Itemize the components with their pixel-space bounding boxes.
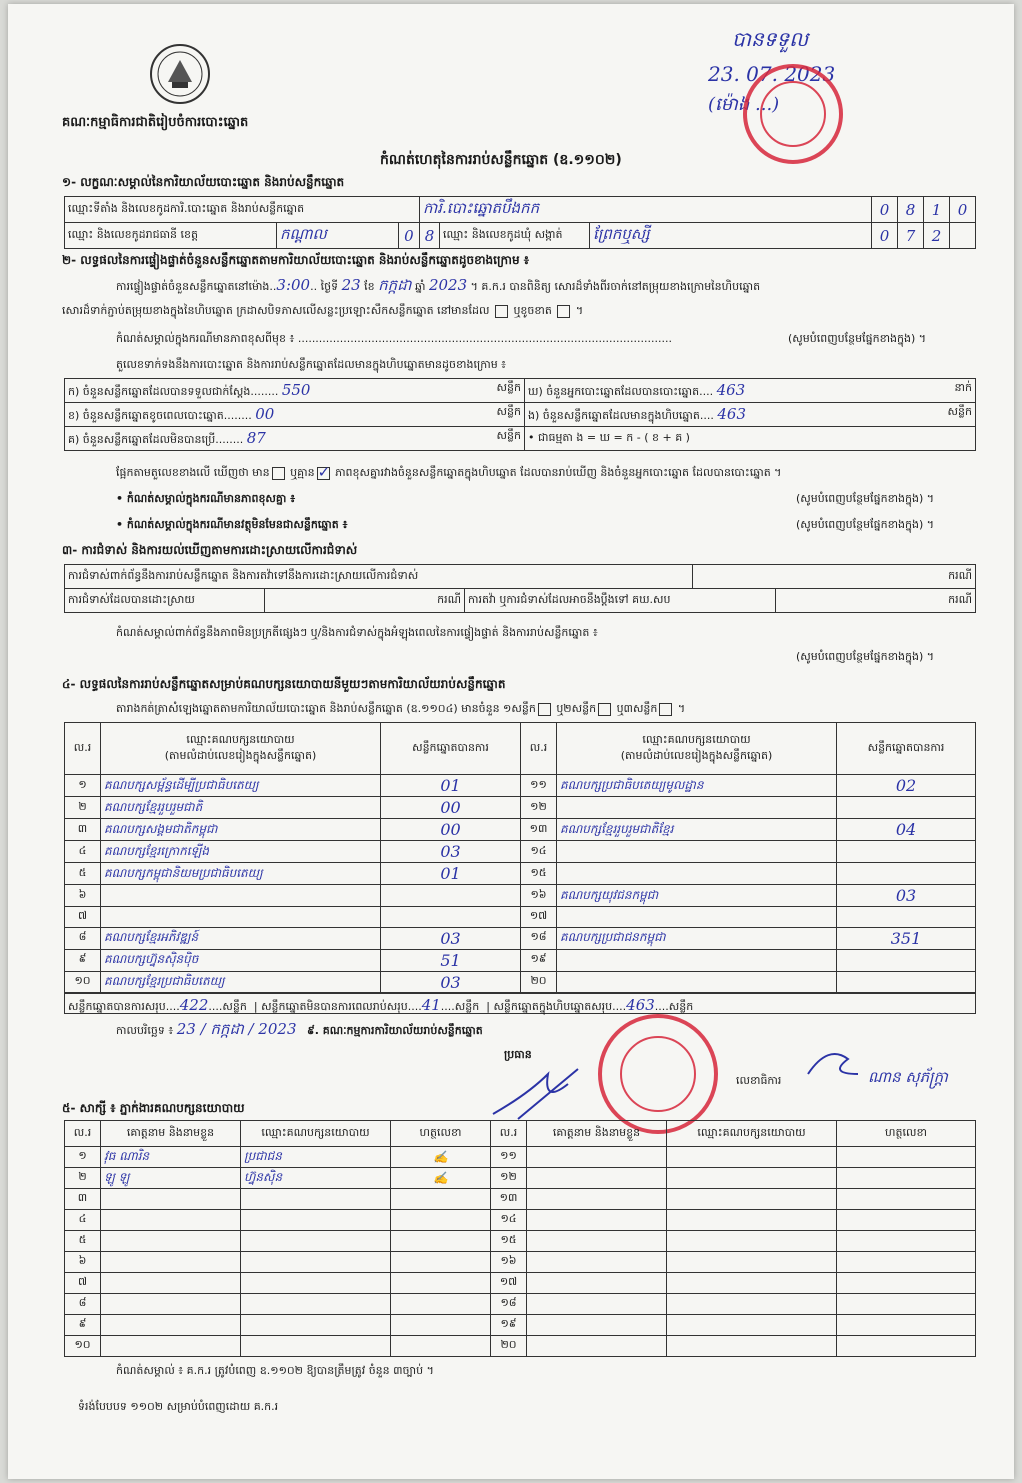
witness-party (241, 1252, 391, 1273)
note-foreign-objects-hint: (សូមបំពេញបន្ថែមផ្នែកខាងក្នុង) ។ (796, 518, 935, 531)
row-no: ១២ (491, 1168, 527, 1189)
witness-signature (837, 1336, 976, 1357)
party-name (557, 841, 837, 863)
witness-signature (837, 1168, 976, 1189)
province-label: ឈ្មោះ និងលេខកូដរាជធានី ខេត្ត (65, 223, 277, 249)
witness-signature (837, 1315, 976, 1336)
row-no: ១២ (521, 797, 557, 819)
witness-name: វុធ ណារិន (101, 1147, 241, 1168)
party-name (557, 797, 837, 819)
witness-signature (837, 1252, 976, 1273)
row-no: ១៦ (521, 885, 557, 907)
summary-row-a: ក) ចំនួនសន្លឹកឆ្នោតដែលបានទទួលជាក់ស្ដែង........ 550 សន្លឹក (65, 379, 525, 403)
witness-signature (837, 1147, 976, 1168)
nec-emblem-icon (148, 42, 212, 106)
witness-name (101, 1189, 241, 1210)
party-name (557, 949, 837, 971)
witness-name (527, 1273, 667, 1294)
party-name: គណបក្សខ្មែររួបរួមជាតិ (101, 797, 381, 819)
table-row (65, 885, 976, 907)
row-no: ១៧ (521, 907, 557, 928)
polling-station-value: ការិ.បោះឆ្នោតបឹងកក (420, 197, 872, 223)
province-code-digit: 8 (420, 223, 440, 249)
table-row (65, 1273, 976, 1294)
row-no: ១៤ (521, 841, 557, 863)
section5-title: ៥- សាក្សី ៖ ភ្នាក់ងារគណបក្សនយោបាយ (62, 1101, 245, 1115)
witness-signature (391, 1210, 491, 1231)
checkbox-one-sheet[interactable] (538, 703, 551, 716)
witness-name (527, 1336, 667, 1357)
checkbox-has-difference[interactable] (272, 467, 285, 480)
row-no: ១៨ (491, 1294, 527, 1315)
section2-title: ២- លទ្ធផលនៃការផ្ទៀងផ្ទាត់ចំនួនសន្លឹកឆ្នោតតាមការិយាល័យបោះឆ្នោត និងរាប់សន្លឹកឆ្នោតដូចខាងក្រោម ៖ (62, 253, 530, 267)
row-no: ៧ (65, 907, 101, 928)
note-difference: • កំណត់សម្គាល់ក្នុងករណីមានភាពខុសគ្នា ៖ (116, 492, 296, 505)
witness-party (667, 1189, 837, 1210)
witness-party (667, 1210, 837, 1231)
col-sign: ហត្ថលេខា (391, 1121, 491, 1147)
received-label: បានទទួល (732, 27, 809, 51)
objections-row1: ការជំទាស់ពាក់ព័ន្ធនឹងការរាប់សន្លឹកឆ្នោត និងការតវ៉ាទៅនឹងការដោះស្រាយលើការជំទាស់ (65, 565, 693, 589)
summary-row-c: គ) ចំនួនសន្លឹកឆ្នោតដែលមិនបានប្រើ........ 87 សន្លឹក (65, 427, 525, 451)
ballot-summary-table (64, 378, 976, 451)
row-no: ១៩ (491, 1315, 527, 1336)
footer: ទំរង់បែបបទ ១១០២ សម្រាប់បំពេញដោយ គ.ក.រ (78, 1400, 279, 1413)
witness-party (667, 1273, 837, 1294)
witness-name (527, 1252, 667, 1273)
row-no: ១ (65, 1147, 101, 1168)
witness-party (667, 1252, 837, 1273)
table-row (65, 907, 976, 928)
party-name: គណបក្សខ្មែរអភិវឌ្ឍន៍ (101, 927, 381, 949)
witness-name (527, 1147, 667, 1168)
party-name (101, 907, 381, 928)
polling-station-label: ឈ្មោះទីតាំង និងលេខកូដការិ.បោះឆ្នោត និងរាប់សន្លឹកឆ្នោត (65, 197, 420, 223)
secretary-name: ណាន សុភ័ក្ត្រា (868, 1068, 948, 1086)
row-no: ៧ (65, 1273, 101, 1294)
party-name: គណបក្សហ្វ៊ុនស៊ិនប៉ិច (101, 949, 381, 971)
row-no: ១០ (65, 971, 101, 993)
witness-signature (837, 1294, 976, 1315)
table-row (65, 949, 976, 971)
votes-value (837, 863, 976, 885)
table-row (65, 1336, 976, 1357)
witness-signature (837, 1210, 976, 1231)
commune-code-digit: 7 (898, 223, 924, 249)
objections-resolved-unit: ករណី (265, 589, 465, 613)
document-page (8, 4, 1014, 1479)
document-title: កំណត់ហេតុនៃការរាប់សន្លឹកឆ្នោត (ឧ.១១០២) (380, 152, 622, 168)
checkbox-no-difference[interactable] (317, 467, 330, 480)
col-party: ឈ្មោះគណបក្សនយោបាយ (667, 1121, 837, 1147)
witness-party (241, 1210, 391, 1231)
votes-value (837, 949, 976, 971)
witness-signature: ✍ (391, 1147, 491, 1168)
section2-line2: សោរដ៏ទាក់ភ្ជាប់តម្រុយខាងក្នុងនៃហិបឆ្នោត ក្រដាសបិទភាសលើសន្លះប្រឡោះសឹកសន្លឹកឆ្នោត នៅមានដែល ឬខូចខាត ។ (62, 304, 584, 317)
table-row (65, 841, 976, 863)
table-row (65, 863, 976, 885)
row-no: ១៦ (491, 1252, 527, 1273)
section1-table (64, 196, 976, 249)
table-row (65, 971, 976, 993)
row-no: ៣ (65, 819, 101, 841)
table-row (65, 1294, 976, 1315)
col-name: គោត្តនាម និងនាមខ្លួន (527, 1121, 667, 1147)
footnote: កំណត់សម្គាល់ ៖ គ.ក.រ ត្រូវបំពេញ ឧ.១១០២ ឱ្យបានត្រឹមត្រូវ ចំនួន ៣ច្បាប់ ។ (116, 1364, 434, 1377)
party-name: គណបក្សខ្មែររួបរួមជាតិខ្មែរ (557, 819, 837, 841)
votes-value: 51 (381, 949, 521, 971)
witness-party: ប្រជាជន (241, 1147, 391, 1168)
witness-party (241, 1294, 391, 1315)
witness-party (667, 1168, 837, 1189)
row-no: ១៥ (521, 863, 557, 885)
witness-signature (837, 1189, 976, 1210)
votes-value (381, 885, 521, 907)
witness-party (667, 1315, 837, 1336)
row-no: ៩ (65, 1315, 101, 1336)
witness-name (527, 1189, 667, 1210)
row-no: ១ (65, 775, 101, 797)
table-row (65, 1252, 976, 1273)
station-code-digit: 0 (872, 197, 898, 223)
row-no: ៥ (65, 1231, 101, 1252)
table-row (65, 797, 976, 819)
totals-line: សន្លឹកឆ្នោតបានការសរុប....422....សន្លឹក | សន្លឹកឆ្នោតមិនបានការពេលរាប់សរុប....41....សន្លឹក | សន្លឹកឆ្នោតក្នុងហិបឆ្នោតសរុប....463....សន្លឹក (64, 992, 976, 1014)
table-row (65, 819, 976, 841)
witness-name (101, 1273, 241, 1294)
row-no: ១៣ (521, 819, 557, 841)
secretary-label: លេខាធិការ (736, 1074, 782, 1087)
summary-intro: តួលេខទាក់ទងនឹងការបោះឆ្នោត និងការរាប់សន្លឹកឆ្នោតដែលមានក្នុងហិបឆ្នោតមានដូចខាងក្រោម ៖ (116, 358, 507, 371)
witness-name (527, 1315, 667, 1336)
province-code-digit: 0 (398, 223, 419, 249)
row-no: ២០ (521, 971, 557, 993)
party-results-table (64, 722, 976, 994)
col-party: ឈ្មោះគណបក្សនយោបាយ (តាមលំដាប់លេខរៀងក្នុងសន្លឹកឆ្នោត) (101, 723, 381, 775)
objections-row1-unit: ករណី (692, 565, 975, 589)
station-code-digit: 8 (898, 197, 924, 223)
votes-value (837, 907, 976, 928)
col-no: ល.រ (521, 723, 557, 775)
col-sign: ហត្ថលេខា (837, 1121, 976, 1147)
official-stamp-top-inner (760, 81, 826, 147)
witness-table (64, 1120, 976, 1357)
chair-signature (488, 1064, 588, 1124)
votes-value: 00 (381, 797, 521, 819)
witness-name (101, 1336, 241, 1357)
row-no: ១៣ (491, 1189, 527, 1210)
org-name: គណៈកម្មាធិការជាតិរៀបចំការបោះឆ្នោត (62, 115, 249, 130)
section4-title: ៤- លទ្ធផលនៃការរាប់សន្លឹកឆ្នោតសម្រាប់គណបក្សនយោបាយនីមួយៗតាមការិយាល័យរាប់សន្លឹកឆ្នោត (62, 677, 506, 691)
col-party: ឈ្មោះគណបក្សនយោបាយ (241, 1121, 391, 1147)
witness-party (667, 1336, 837, 1357)
votes-value: 03 (381, 927, 521, 949)
chair-label: ប្រធាន (504, 1048, 532, 1061)
witness-name (101, 1252, 241, 1273)
votes-value: 01 (381, 863, 521, 885)
checkbox-three-sheets[interactable] (659, 703, 672, 716)
table-row (65, 1231, 976, 1252)
row-no: ៤ (65, 1210, 101, 1231)
col-no: ល.រ (65, 1121, 101, 1147)
party-name: គណបក្សខ្មែរក្រោកឡើង (101, 841, 381, 863)
party-name: គណបក្សសម្ព័ន្ធដើម្បីប្រជាធិបតេយ្យ (101, 775, 381, 797)
summary-row-b: ខ) ចំនួនសន្លឹកឆ្នោតខូចពេលបោះឆ្នោត........ 00 សន្លឹក (65, 403, 525, 427)
witness-name (101, 1294, 241, 1315)
row-no: ២ (65, 797, 101, 819)
row-no: ១១ (521, 775, 557, 797)
section2-note: កំណត់សម្គាល់ក្នុងករណីមានភាពខុសពីមុខ ៖ ........................................................................................................... (116, 332, 672, 345)
col-no: ល.រ (491, 1121, 527, 1147)
row-no: ១០ (65, 1336, 101, 1357)
witness-signature (391, 1231, 491, 1252)
summary-row-e: ង) ចំនួនសន្លឹកឆ្នោតដែលមានក្នុងហិបឆ្នោត.... 463 សន្លឹក (525, 403, 976, 427)
party-name (557, 863, 837, 885)
row-no: ២ (65, 1168, 101, 1189)
votes-value: 03 (837, 885, 976, 907)
witness-name (527, 1294, 667, 1315)
row-no: ៨ (65, 927, 101, 949)
received-date: 23. 07. 2023 (708, 62, 836, 86)
votes-value: 01 (381, 775, 521, 797)
witness-name (527, 1210, 667, 1231)
votes-value (837, 797, 976, 819)
row-no: ១៩ (521, 949, 557, 971)
summary-row-d: ឃ) ចំនួនអ្នកបោះឆ្នោតដែលបានបោះឆ្នោត.... 463 នាក់ (525, 379, 976, 403)
row-no: ១៧ (491, 1273, 527, 1294)
row-no: ១៤ (491, 1210, 527, 1231)
checkbox-damaged[interactable] (557, 305, 570, 318)
row-no: ៦ (65, 1252, 101, 1273)
witness-signature (391, 1315, 491, 1336)
party-name: គណបក្សយុវជនកម្ពុជា (557, 885, 837, 907)
witness-party: ហ្វ៊ុនស៊ិន (241, 1168, 391, 1189)
party-name (101, 885, 381, 907)
party-name (557, 971, 837, 993)
row-no: ១១ (491, 1147, 527, 1168)
station-code-digit: 1 (924, 197, 950, 223)
section4-intro: តារាងកត់ត្រាសំឡេងឆ្នោតតាមការិយាល័យបោះឆ្នោត និងរាប់សន្លឹកឆ្នោត (ឧ.១១០៤) មានចំនួន ១សន្លឹក ឬ២សន្លឹក ឬ៣សន្លឹក ។ (116, 702, 686, 715)
witness-party (241, 1189, 391, 1210)
col-votes: សន្លឹកឆ្នោតបានការ (381, 723, 521, 775)
witness-signature (391, 1189, 491, 1210)
witness-name (527, 1231, 667, 1252)
note-foreign-objects: • កំណត់សម្គាល់ក្នុងករណីមានវត្ថុមិនមែនជាសន្លឹកឆ្នោត ៖ (116, 518, 348, 531)
table-row (65, 1315, 976, 1336)
section1-title: ១- លក្ខណៈសម្គាល់នៃការិយាល័យបោះឆ្នោត និងរាប់សន្លឹកឆ្នោត (62, 175, 345, 189)
col-no: ល.រ (65, 723, 101, 775)
votes-value: 351 (837, 927, 976, 949)
row-no: ៤ (65, 841, 101, 863)
witness-signature (837, 1273, 976, 1294)
official-stamp-committee-inner (620, 1036, 696, 1112)
received-time: (ម៉ោង ...) (708, 94, 780, 115)
table-row (65, 1189, 976, 1210)
votes-value: 02 (837, 775, 976, 797)
row-no: ៨ (65, 1294, 101, 1315)
witness-signature: ✍ (391, 1168, 491, 1189)
witness-party (241, 1315, 391, 1336)
commune-value: ព្រែកឬស្សី (590, 223, 872, 249)
province-value: កណ្ដាល (276, 223, 398, 249)
commune-label: ឈ្មោះ និងលេខកូដឃុំ សង្កាត់ (440, 223, 590, 249)
party-name: គណបក្សប្រជាធិបតេយ្យមូលដ្ឋាន (557, 775, 837, 797)
row-no: ៩ (65, 949, 101, 971)
objections-appeal-unit: ករណី (776, 589, 976, 613)
table-row (65, 775, 976, 797)
table-row (65, 1210, 976, 1231)
summary-formula: • ជាធម្មតា ង = ឃ = ក - ( ខ + គ ) (525, 427, 976, 451)
votes-value: 03 (381, 971, 521, 993)
witness-party (241, 1231, 391, 1252)
col-party: ឈ្មោះគណបក្សនយោបាយ (តាមលំដាប់លេខរៀងក្នុងសន្លឹកឆ្នោត) (557, 723, 837, 775)
section3-note-hint: (សូមបំពេញបន្ថែមផ្នែកខាងក្នុង) ។ (796, 650, 935, 663)
witness-party (241, 1336, 391, 1357)
witness-signature (391, 1252, 491, 1273)
commune-code-digit: 0 (872, 223, 898, 249)
secretary-signature (798, 1044, 868, 1084)
section3-title: ៣- ការជំទាស់ និងការយល់ឃើញតាមការដោះស្រាយលើការជំទាស់ (62, 543, 358, 557)
party-name: គណបក្សសង្គមជាតិកម្ពុជា (101, 819, 381, 841)
witness-signature (391, 1294, 491, 1315)
witness-signature (391, 1273, 491, 1294)
party-name: គណបក្សប្រជាជនកម្ពុជា (557, 927, 837, 949)
note-difference-hint: (សូមបំពេញបន្ថែមផ្នែកខាងក្នុង) ។ (796, 492, 935, 505)
party-name (557, 907, 837, 928)
checkbox-two-sheets[interactable] (598, 703, 611, 716)
checkbox-intact[interactable] (495, 305, 508, 318)
table-row (65, 1168, 976, 1189)
witness-signature (837, 1231, 976, 1252)
section2-line1: ការផ្ទៀងផ្ទាត់ចំនួនសន្លឹកឆ្នោតនៅម៉ោង..3:00.. ថ្ងៃទី 23 ខែ កក្កដា ឆ្នាំ 2023 ។ គ.ក.រ បានពិនិត្យ សោរដ៏ទាំងពីរចាក់នៅតម្រុយខាងក្រោមនៃហិបឆ្នោត (116, 276, 761, 294)
votes-value (837, 971, 976, 993)
row-no: ៣ (65, 1189, 101, 1210)
party-name: គណបក្សកម្ពុជានិយមប្រជាធិបតេយ្យ (101, 863, 381, 885)
row-no: ១៥ (491, 1231, 527, 1252)
section3-note: កំណត់សម្គាល់ពាក់ព័ន្ធនឹងភាពមិនប្រក្រតីផ្សេងៗ ឬ/និងការជំទាស់ក្នុងអំឡុងពេលនៃការផ្ទៀងផ្ទាត់ និងការរាប់សន្លឹកឆ្នោត ៖ (116, 626, 598, 639)
votes-value (381, 907, 521, 928)
objections-appeal: ការតវ៉ា ឬការជំទាស់ដែលអាចនឹងប្ដឹងទៅ គឃ.សប (465, 589, 776, 613)
objections-table (64, 564, 976, 613)
votes-value: 03 (381, 841, 521, 863)
row-no: ២០ (491, 1336, 527, 1357)
witness-name (101, 1315, 241, 1336)
witness-party (667, 1147, 837, 1168)
compare-line: ផ្អែកតាមតួលេខខាងលើ ឃើញថា មាន ឬគ្មាន✓ ភាពខុសគ្នារវាងចំនួនសន្លឹកឆ្នោតក្នុងហិបឆ្នោត ដែលបានរាប់ឃើញ និងចំនួនអ្នកបោះឆ្នោត ដែលបានបោះឆ្នោត ។ (116, 466, 781, 482)
party-name: គណបក្សខ្មែរប្រជាធិបតេយ្យ (101, 971, 381, 993)
witness-name (527, 1168, 667, 1189)
votes-value (837, 841, 976, 863)
witness-party (667, 1294, 837, 1315)
row-no: ១៨ (521, 927, 557, 949)
witness-party (667, 1231, 837, 1252)
col-votes: សន្លឹកឆ្នោតបានការ (837, 723, 976, 775)
witness-name: ឡូ ឡូ (101, 1168, 241, 1189)
witness-name (101, 1231, 241, 1252)
date-line: កាលបរិច្ឆេទ ៖ 23 / កក្កដា / 2023 ៩. គណៈកម្មការការិយាល័យរាប់សន្លឹកឆ្នោត (116, 1020, 483, 1038)
table-row (65, 1147, 976, 1168)
witness-name (101, 1210, 241, 1231)
votes-value: 04 (837, 819, 976, 841)
objections-resolved: ការជំទាស់ដែលបានដោះស្រាយ (65, 589, 265, 613)
table-row (65, 927, 976, 949)
row-no: ៦ (65, 885, 101, 907)
station-code-digit: 0 (950, 197, 976, 223)
section2-note-hint: (សូមបំពេញបន្ថែមផ្នែកខាងក្នុង) ។ (788, 332, 927, 345)
witness-party (241, 1273, 391, 1294)
votes-value: 00 (381, 819, 521, 841)
row-no: ៥ (65, 863, 101, 885)
witness-signature (391, 1336, 491, 1357)
commune-code-digit: 2 (924, 223, 950, 249)
col-name: គោត្តនាម និងនាមខ្លួន (101, 1121, 241, 1147)
